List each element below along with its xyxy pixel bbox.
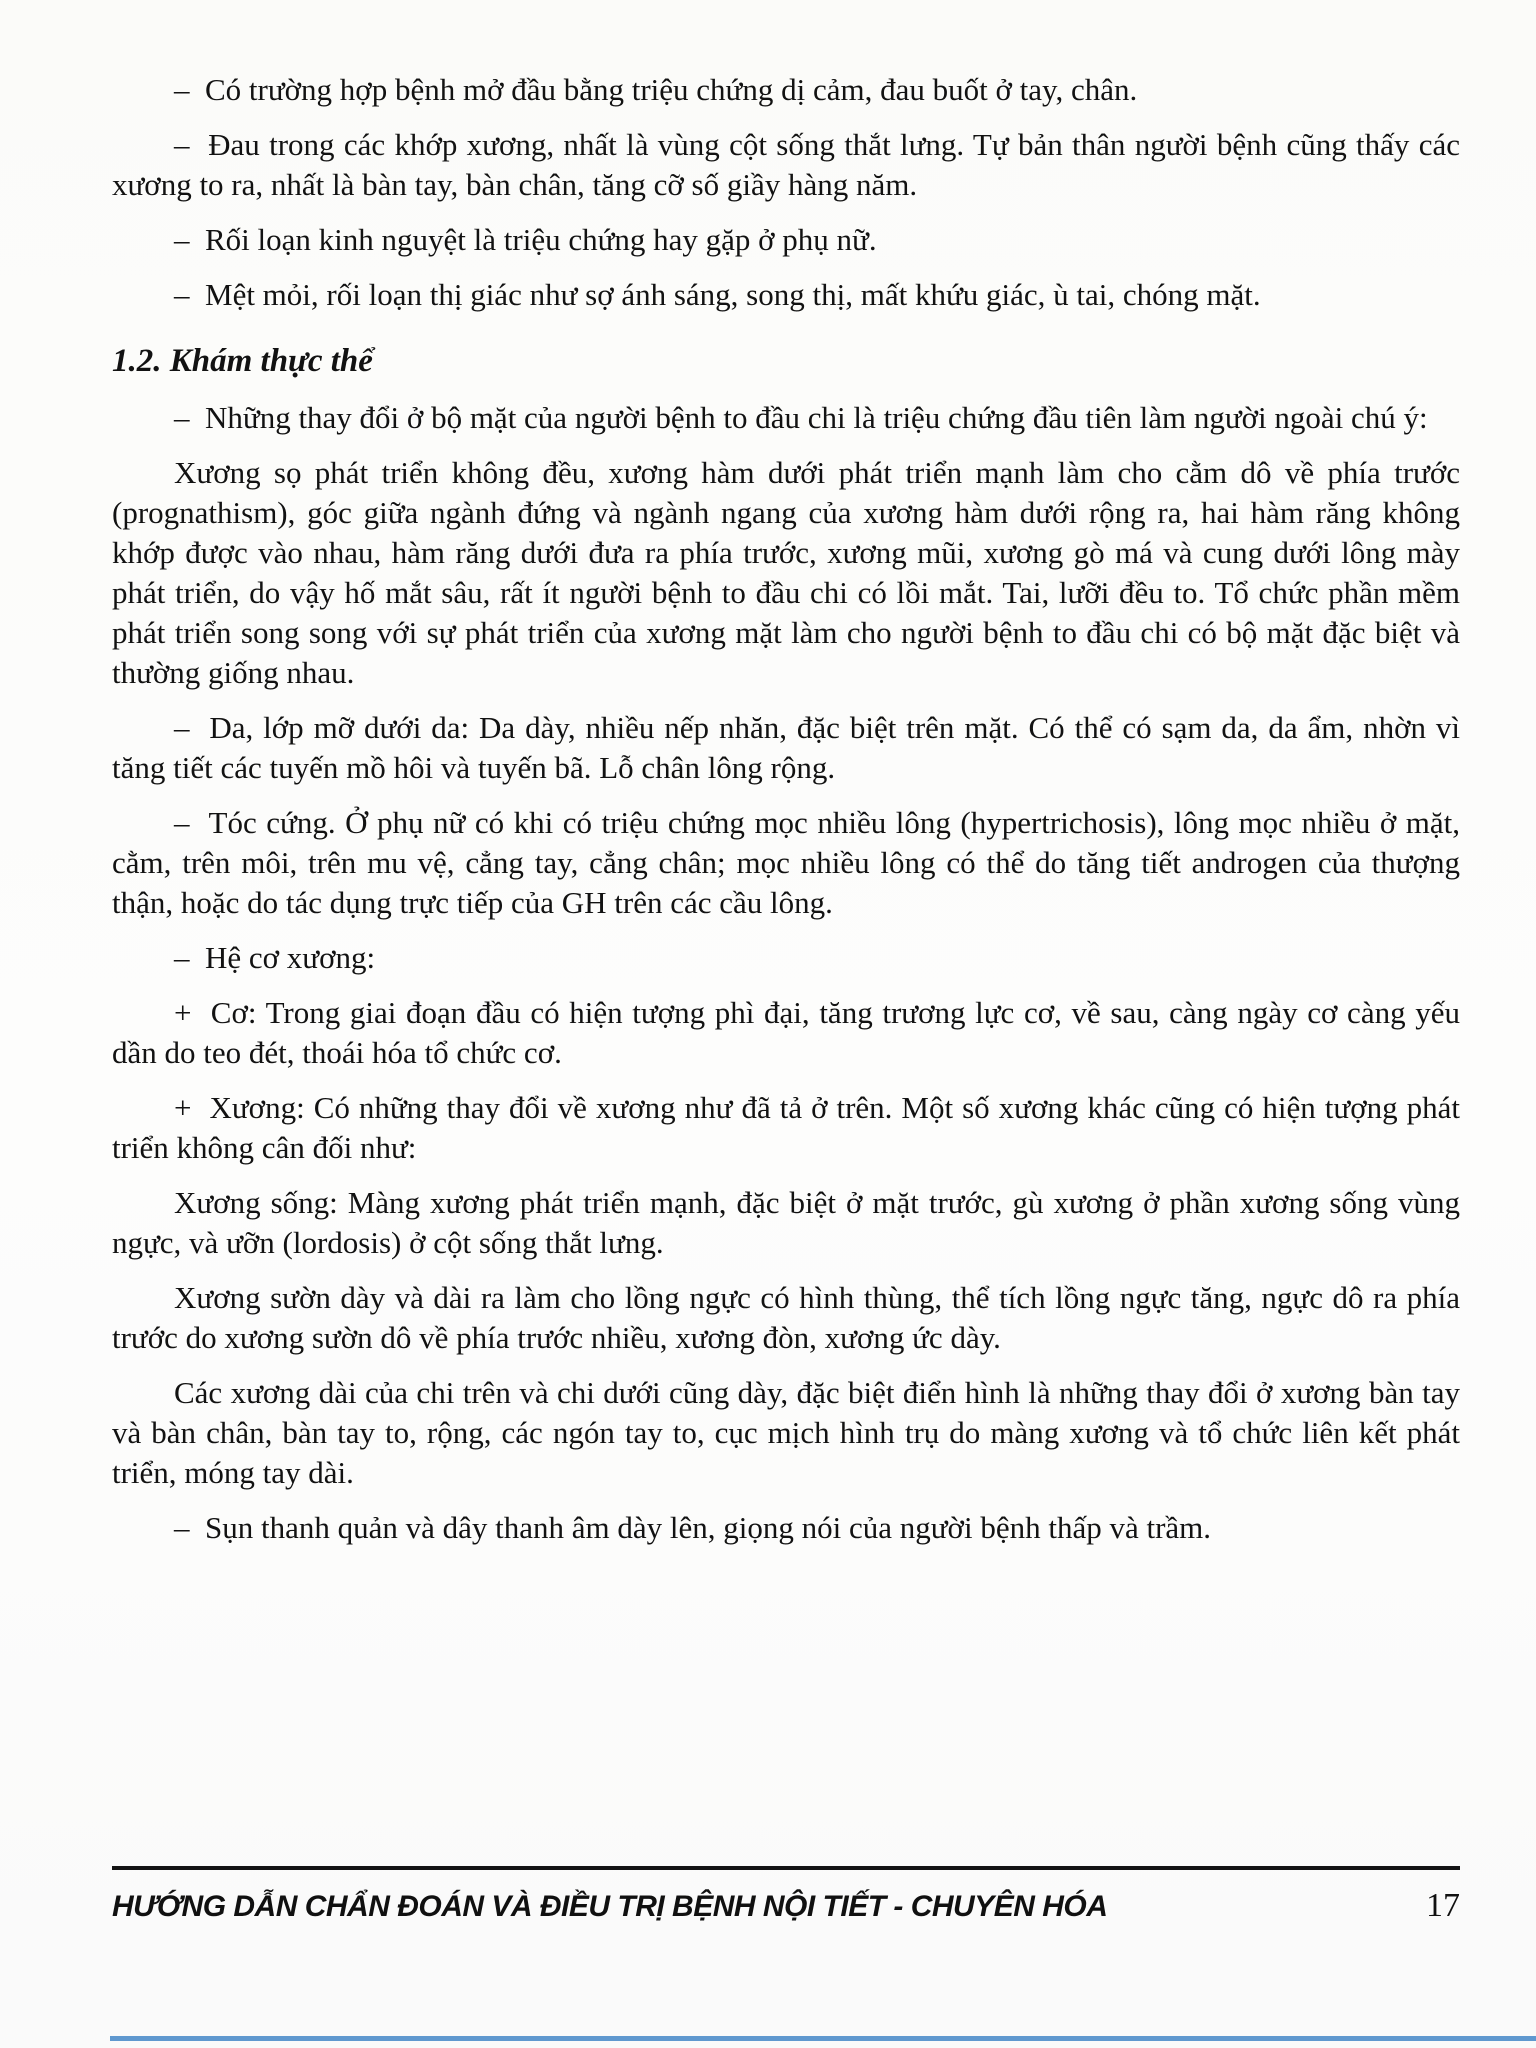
paragraph: – Có trường hợp bệnh mở đầu bằng triệu chứng dị cảm, đau buốt ở tay, chân.: [174, 72, 1138, 107]
paragraph: – Rối loạn kinh nguyệt là triệu chứng hay gặp ở phụ nữ.: [174, 222, 877, 257]
paragraph: + Cơ: Trong giai đoạn đầu có hiện tượng phì đại, tăng trương lực cơ, về sau, càng ngày cơ càng yếu dần do teo đét, thoái hóa tổ chức cơ.: [112, 995, 1460, 1070]
paragraph: – Những thay đổi ở bộ mặt của người bệnh to đầu chi là triệu chứng đầu tiên làm người ngoài chú ý:: [174, 400, 1428, 435]
paragraph: Các xương dài của chi trên và chi dưới cũng dày, đặc biệt điển hình là những thay đổi ở xương bàn tay và bàn chân, bàn tay to, rộng, các ngón tay to, cục mịch hình trụ do màng xương và tổ chức liên kết phát triển, móng tay dài.: [112, 1375, 1460, 1490]
footer-row: [112, 1887, 1460, 1925]
paragraph: + Xương: Có những thay đổi về xương như đã tả ở trên. Một số xương khác cũng có hiện tượng phát triển không cân đối như:: [112, 1090, 1460, 1165]
paragraph: – Hệ cơ xương:: [174, 940, 376, 975]
paragraph: – Sụn thanh quản và dây thanh âm dày lên, giọng nói của người bệnh thấp và trầm.: [174, 1510, 1212, 1545]
paragraph: Xương sọ phát triển không đều, xương hàm dưới phát triển mạnh làm cho cằm dô về phía trước (prognathism), góc giữa ngành đứng và ngành ngang của xương hàm dưới rộng ra, hai hàm răng không khớp được vào nhau, hàm răng dưới đưa ra phía trước, xương mũi, xương gò má và cung dưới lông mày phát triển, do vậy hố mắt sâu, rất ít người bệnh to đầu chi có lồi mắt. Tai, lưỡi đều to. Tổ chức phần mềm phát triển song song với sự phát triển của xương mặt làm cho người bệnh to đầu chi có bộ mặt đặc biệt và thường giống nhau.: [112, 455, 1460, 690]
page-number: 17: [1426, 1887, 1460, 1924]
scan-edge-line: [110, 2036, 1536, 2041]
paragraph: – Mệt mỏi, rối loạn thị giác như sợ ánh sáng, song thị, mất khứu giác, ù tai, chóng mặt.: [174, 277, 1261, 312]
paragraph: Xương sườn dày và dài ra làm cho lồng ngực có hình thùng, thể tích lồng ngực tăng, ngực dô ra phía trước do xương sườn dô về phía trước nhiều, xương đòn, xương ức dày.: [112, 1280, 1460, 1355]
page-footer: [112, 1866, 1460, 1925]
footer-rule: [112, 1866, 1460, 1870]
paragraph: – Đau trong các khớp xương, nhất là vùng cột sống thắt lưng. Tự bản thân người bệnh cũng thấy các xương to ra, nhất là bàn tay, bàn chân, tăng cỡ số giầy hàng năm.: [112, 127, 1460, 202]
paragraph: – Tóc cứng. Ở phụ nữ có khi có triệu chứng mọc nhiều lông (hypertrichosis), lông mọc nhiều ở mặt, cằm, trên môi, trên mu vệ, cẳng tay, cẳng chân; mọc nhiều lông có thể do tăng tiết androgen của thượng thận, hoặc do tác dụng trực tiếp của GH trên các cầu lông.: [112, 805, 1460, 920]
section-heading: 1.2. Khám thực thể: [112, 343, 373, 379]
document-body: [112, 70, 1460, 1563]
paragraph: Xương sống: Màng xương phát triển mạnh, đặc biệt ở mặt trước, gù xương ở phần xương sống vùng ngực, và ưỡn (lordosis) ở cột sống thắt lưng.: [112, 1185, 1460, 1260]
footer-title: HƯỚNG DẪN CHẨN ĐOÁN VÀ ĐIỀU TRỊ BỆNH NỘI TIẾT - CHUYÊN HÓA: [112, 1890, 1108, 1923]
paragraph: – Da, lớp mỡ dưới da: Da dày, nhiều nếp nhăn, đặc biệt trên mặt. Có thể có sạm da, da ẩm, nhờn vì tăng tiết các tuyến mồ hôi và tuyến bã. Lỗ chân lông rộng.: [112, 710, 1460, 785]
